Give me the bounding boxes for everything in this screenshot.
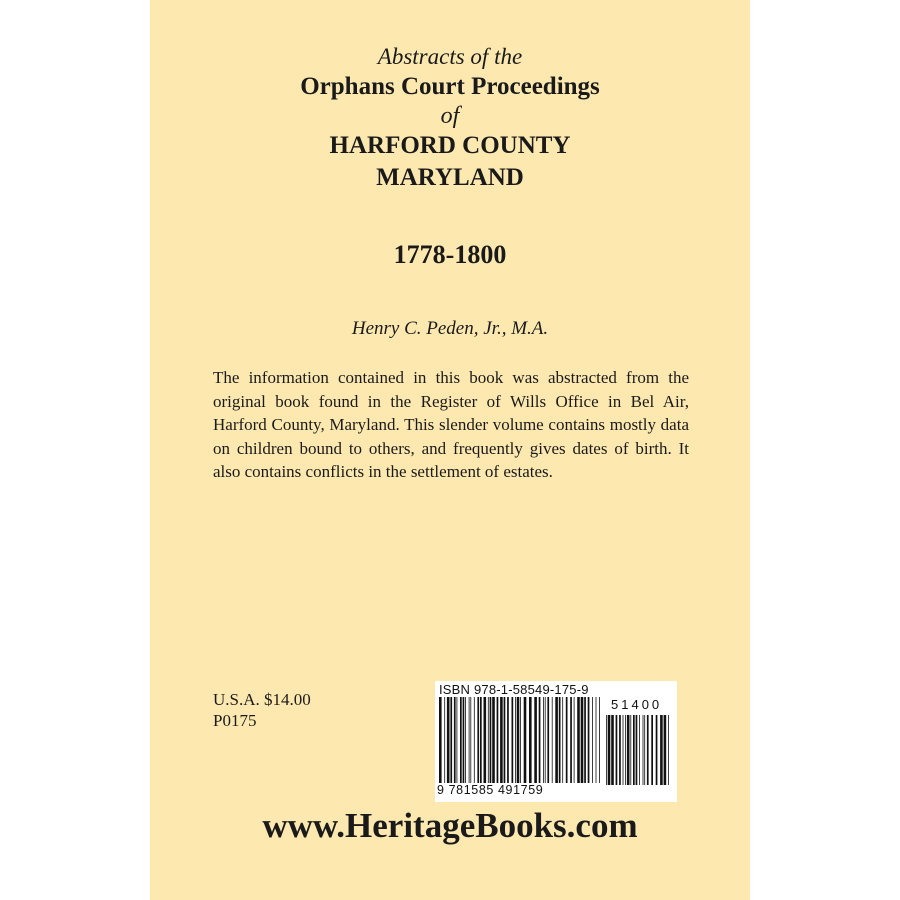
barcode-bar [566, 697, 568, 783]
barcode-bar [647, 715, 649, 785]
barcode-bar [463, 697, 465, 783]
barcode-bar [633, 715, 635, 785]
barcode-bar [608, 715, 611, 785]
barcode-bar [543, 697, 544, 783]
barcode-bar [562, 697, 563, 783]
barcode-bar [484, 697, 487, 783]
barcode-bar [664, 715, 667, 785]
barcode-bar [497, 697, 499, 783]
barcode-bar [596, 697, 597, 783]
barcode-bar [611, 715, 614, 785]
barcode-bar [619, 715, 621, 785]
barcode-bar [470, 697, 471, 783]
price-addon-digits: 51400 [611, 697, 663, 712]
barcode-bar [524, 697, 527, 783]
barcode-bar [643, 715, 644, 785]
barcode-bar [606, 715, 607, 785]
barcode-bar [539, 697, 541, 783]
barcode-bar [454, 697, 456, 783]
barcode-bar [517, 697, 520, 783]
title-line-state: MARYLAND [376, 164, 524, 191]
barcode-bar [644, 715, 645, 785]
barcode-bar [651, 715, 653, 785]
isbn-barcode [435, 681, 677, 802]
barcode-bar [639, 715, 640, 785]
product-code: P0175 [213, 711, 257, 730]
barcode-bar [465, 697, 466, 783]
barcode-bar [457, 697, 458, 783]
barcode-bar [592, 697, 593, 783]
author-name: Henry C. Peden, Jr., M.A. [351, 318, 549, 339]
barcode-bar [627, 715, 630, 785]
barcode-bar [552, 697, 553, 783]
title-line-abstracts: Abstracts of the [377, 44, 523, 69]
ean-digits: 9 781585 491759 [437, 783, 544, 797]
barcode-bar [480, 697, 482, 783]
barcode-bar [545, 697, 546, 783]
barcode-bar [574, 697, 575, 783]
barcode-bar [474, 697, 475, 783]
barcode-bar [469, 697, 470, 783]
barcode-bar [623, 715, 624, 785]
barcode-bar [447, 697, 450, 783]
publisher-website: www.HeritageBooks.com [262, 806, 638, 845]
title-line-of: of [440, 103, 460, 129]
barcode-bar [534, 697, 537, 783]
barcode-bar [584, 697, 586, 783]
barcode-bar [492, 697, 495, 783]
barcode-bar [555, 697, 558, 783]
barcode-bar [656, 715, 658, 785]
barcode-bar [515, 697, 516, 783]
barcode-bar [477, 697, 479, 783]
barcode-bar [512, 697, 514, 783]
barcode-bar [460, 697, 462, 783]
barcode-bar [439, 697, 442, 783]
barcode-bar [559, 697, 561, 783]
barcode-bar [630, 715, 631, 785]
isbn-label: ISBN 978-1-58549-175-9 [439, 682, 589, 697]
barcode-bar [660, 715, 663, 785]
barcode-bar [490, 697, 492, 783]
barcode-bar [507, 697, 509, 783]
barcode-bar [570, 697, 572, 783]
barcode-bar [504, 697, 506, 783]
book-back-cover [150, 0, 750, 900]
barcode-bar [668, 715, 669, 785]
barcode-bar [625, 715, 626, 785]
barcode-bar [500, 697, 503, 783]
ean-barcode-bars [439, 697, 602, 783]
price-label: U.S.A. $14.00 [213, 690, 311, 709]
barcode-bar [488, 697, 489, 783]
title-line-orphans-court: Orphans Court Proceedings [300, 73, 600, 100]
book-description: The information contained in this book was abstracted from the original book found in the Register of Wills Office in Bel Air, Harford County, Maryland. This slender volume contains mostly data on children bound to others, and frequently gives dates of birth. It also contains conflicts in the settlement of estates. [213, 368, 689, 482]
barcode-bar [588, 697, 590, 783]
barcode-bar [547, 697, 549, 783]
barcode-bar [444, 697, 445, 783]
book-title [150, 42, 750, 194]
barcode-bar [450, 697, 452, 783]
addon-barcode-bars [606, 715, 672, 785]
barcode-bar [599, 697, 600, 783]
barcode-bar [520, 697, 521, 783]
barcode-bar [581, 697, 584, 783]
barcode-bar [577, 697, 580, 783]
barcode-bar [616, 715, 618, 785]
date-range: 1778-1800 [393, 240, 507, 269]
barcode-bar [529, 697, 532, 783]
title-line-county: HARFORD COUNTY [329, 132, 571, 159]
barcode-bar [636, 715, 638, 785]
price-info [213, 689, 311, 731]
